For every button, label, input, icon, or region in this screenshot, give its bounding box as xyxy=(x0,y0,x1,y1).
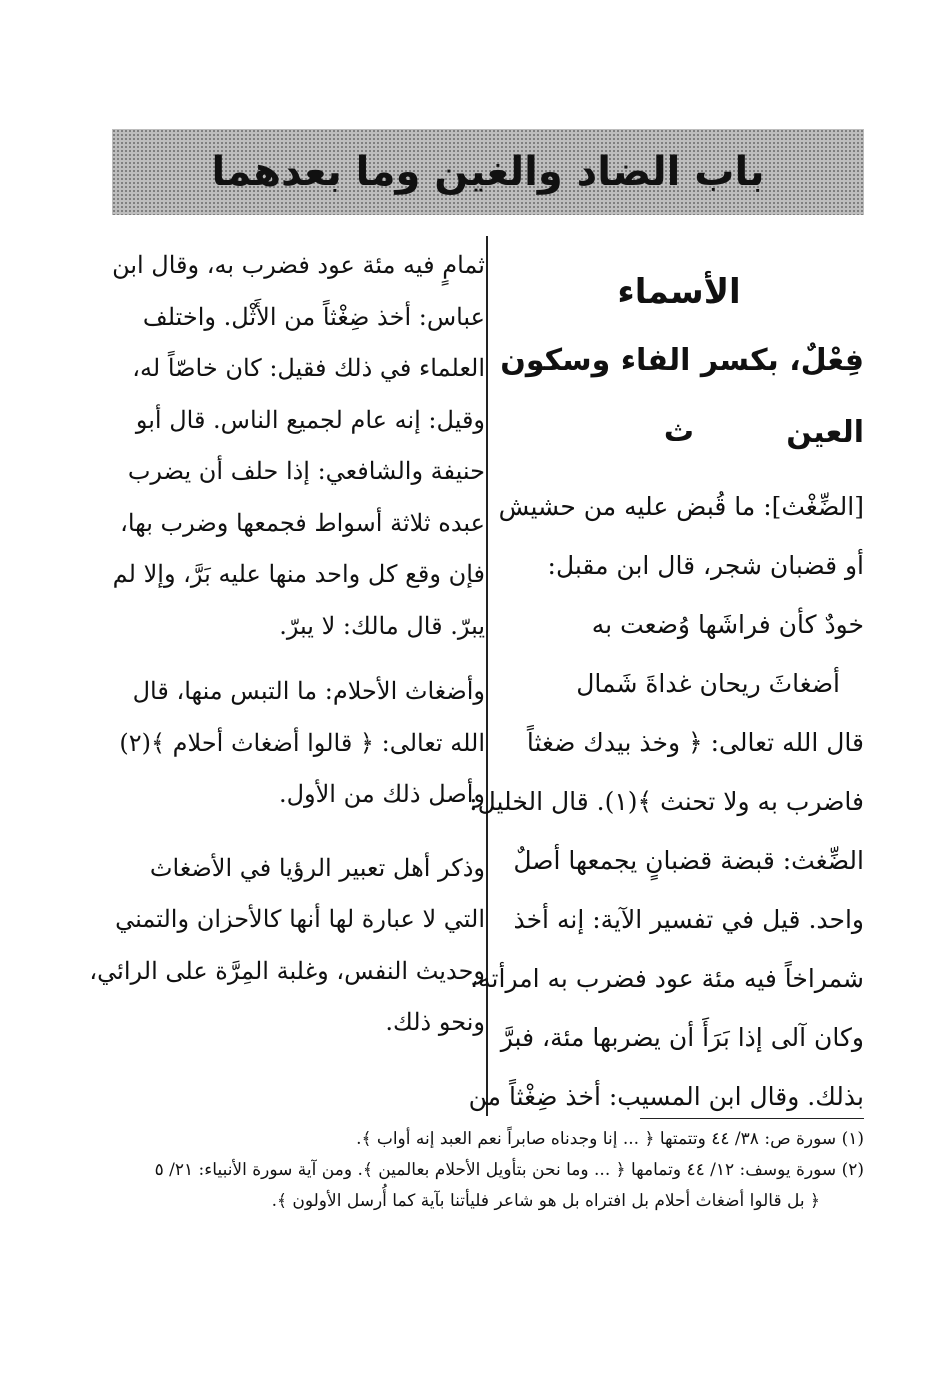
footnote-rule xyxy=(640,1118,864,1119)
text-line: خودٌ كأن فراشَها وُضعت به xyxy=(591,610,864,639)
poem-line: أضغاثَ ريحان غداةَ شَمال xyxy=(576,669,840,698)
chapter-title: باب الضاد والغين وما بعدهما xyxy=(211,149,765,195)
text-line: واحد. قيل في تفسير الآية: إنه أخذ xyxy=(513,905,864,934)
paragraph-gap xyxy=(107,821,485,843)
text-line: وذكر أهل تعبير الرؤيا في الأضغاث xyxy=(149,853,485,882)
text-line: أو قضبان شجر، قال ابن مقبل: xyxy=(547,551,864,580)
section-heading: الأسماء xyxy=(617,272,741,312)
paragraph-gap xyxy=(107,652,485,666)
footnotes xyxy=(112,1124,864,1217)
pattern-heading: فِعْلٌ، بكسر الفاء وسكون العين xyxy=(500,343,864,450)
text-line: الله تعالى: ﴿ قالوا أضغاث أحلام ﴾(٢) xyxy=(119,728,485,757)
text-line: ثمامٍ فيه مئة عود فضرب به، وقال ابن xyxy=(112,251,485,279)
chapter-banner xyxy=(112,129,864,215)
text-line: عباس: أخذ ضِغْثاً من الأَثْل. واختلف xyxy=(142,302,485,331)
text-line: يبرّ. قال مالك: لا يبرّ. xyxy=(279,611,485,640)
text-line: وكان آلى إذا بَرَأَ أن يضربها مئة، فبرَّ xyxy=(500,1023,864,1052)
footnote-1: (١) سورة ص: ٣٨/ ٤٤ وتتمتها ﴿ ... إنا وجدناه صابراً نعم العبد إنه أواب ﴾. xyxy=(356,1129,864,1149)
text-line: العلماء في ذلك فقيل: كان خاصّاً له، xyxy=(132,354,485,382)
footnote-2: (٢) سورة يوسف: ١٢/ ٤٤ وتمامها ﴿ ... وما نحن بتأويل الأحلام بعالمين ﴾. ومن آية سورة الأنبياء: ٢١/ ٥ xyxy=(154,1160,864,1180)
text-line: وأصل ذلك من الأول. xyxy=(278,780,485,808)
right-column xyxy=(468,240,864,1126)
text-line: [الضِّغْث]: ما قُبض عليه من حشيش xyxy=(498,492,864,521)
letter-heading: ث xyxy=(663,414,695,449)
text-line: قال الله تعالى: ﴿ وخذ بيدك ضغثاً xyxy=(526,728,864,757)
text-line: الضِّغث: قبضة قضبانٍ يجمعها أصلٌ xyxy=(513,846,864,875)
footnote-2-continuation: ﴿ بل قالوا أضغاث أحلام بل افتراه بل هو شاعر فليأتنا بآية كما أُرسل الأولون ﴾. xyxy=(271,1191,820,1211)
text-line: فإن وقع كل واحد منها عليه بَرَّ، وإلا لم xyxy=(112,560,485,588)
text-line: وحديث النفس، وغلبة المِرَّة على الرائي، xyxy=(89,956,485,985)
text-line: بذلك. وقال ابن المسيب: أخذ ضِغْثاً من xyxy=(468,1082,864,1111)
text-line: وأضغاث الأحلام: ما التبس منها، قال xyxy=(132,677,485,705)
text-line: عبده ثلاثة أسواط فجمعها وضرب بها، xyxy=(120,508,485,537)
left-column xyxy=(89,240,485,1049)
text-line: ونحو ذلك. xyxy=(385,1008,485,1036)
text-line: فاضرب به ولا تحنث ﴾(١). قال الخليل: xyxy=(469,787,864,816)
text-line: شمراخاً فيه مئة عود فضرب به امرأته، xyxy=(470,964,864,993)
text-line: التي لا عبارة لها أنها كالأحزان والتمني xyxy=(115,905,485,933)
text-line: حنيفة والشافعي: إذا حلف أن يضرب xyxy=(127,457,485,485)
text-line: وقيل: إنه عام لجميع الناس. قال أبو xyxy=(135,405,485,434)
